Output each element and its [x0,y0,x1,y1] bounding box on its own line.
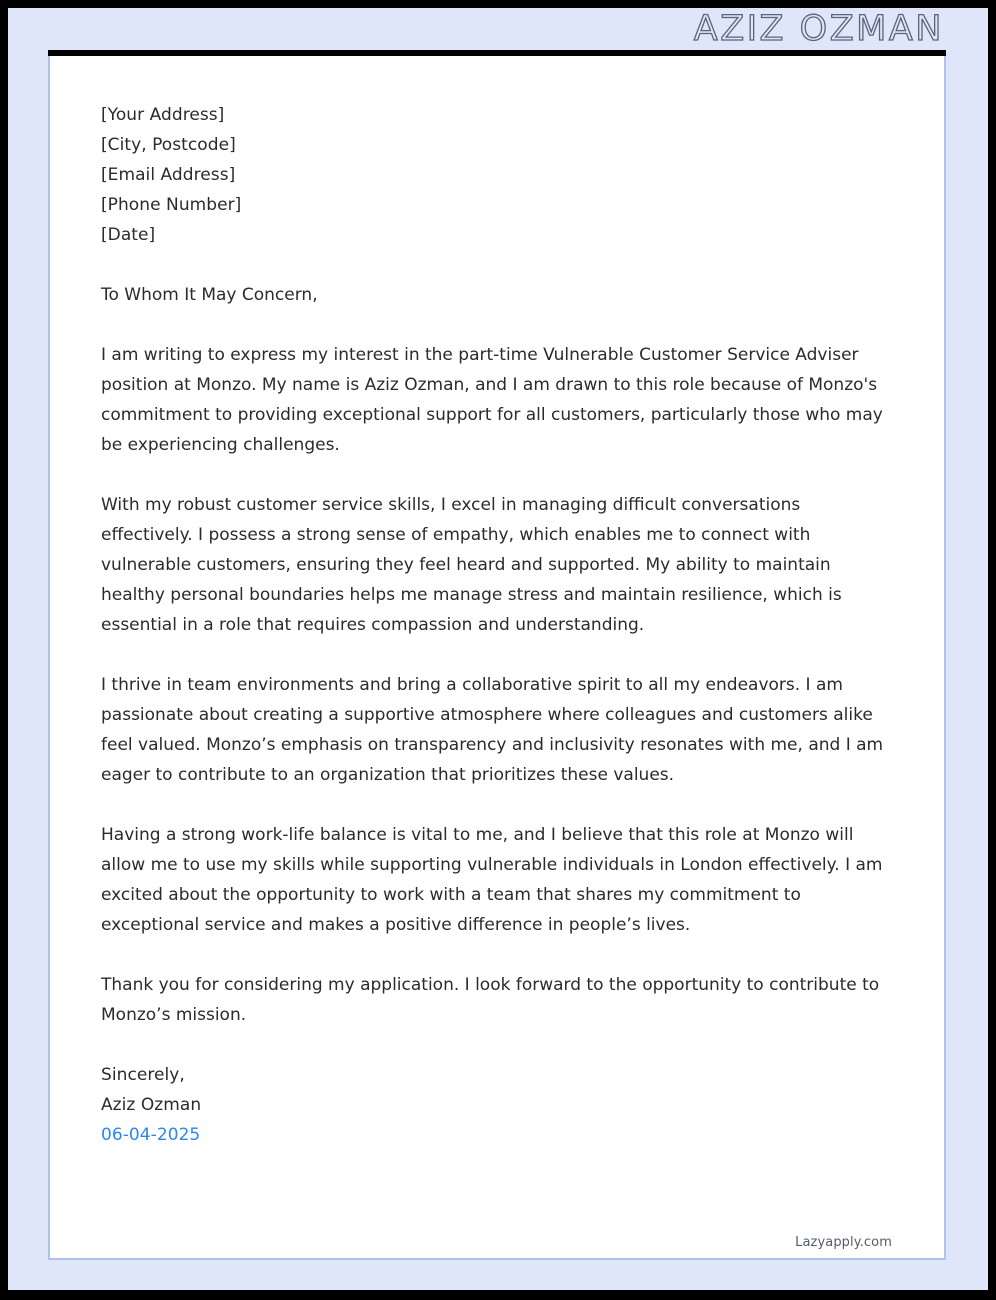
body-paragraph-3: I thrive in team environments and bring a collaborative spirit to all my endeavors. I am passionate about creating a supportive atmosphere where colleagues and customers alike feel valued. Monzo’s emphasis on transparency and inclusivity resonates with me, and I am eager to contribute to an organization that prioritizes these values. [101,675,884,785]
salutation: To Whom It May Concern, [101,285,318,305]
closing-block [101,1060,892,1150]
body-paragraph-2: With my robust customer service skills, I excel in managing difficult conversations effectively. I possess a strong sense of empathy, which enables me to connect with vulnerable customers, ensuring they feel heard and supported. My ability to maintain healthy personal boundaries helps me manage stress and maintain resilience, which is essential in a role that requires compassion and understanding. [101,495,842,635]
spacer [101,940,892,970]
letter-header [8,8,988,50]
sender-city-line: [City, Postcode] [101,135,236,155]
spacer [101,250,892,280]
valediction: Sincerely, [101,1065,185,1085]
sender-date-line: [Date] [101,225,156,245]
spacer [101,310,892,340]
sender-address-block [101,100,892,250]
page-background [8,8,988,1290]
letter-card [48,56,946,1260]
sender-email-line: [Email Address] [101,165,236,185]
spacer [101,1030,892,1060]
applicant-name-title: AZIZ OZMAN [693,8,944,49]
sender-address-line: [Your Address] [101,105,225,125]
signature-name: Aziz Ozman [101,1095,202,1115]
letter-date: 06-04-2025 [101,1125,201,1145]
spacer [101,640,892,670]
spacer [101,460,892,490]
body-paragraph-5: Thank you for considering my application. I look forward to the opportunity to contribute to Monzo’s mission. [101,975,880,1025]
footer-brand: Lazyapply.com [795,1235,892,1250]
body-paragraph-1: I am writing to express my interest in the part-time Vulnerable Customer Service Adviser position at Monzo. My name is Aziz Ozman, and I am drawn to this role because of Monzo's commitment to providing exceptional support for all customers, particularly those who may be experiencing challenges. [101,345,883,455]
spacer [101,790,892,820]
sender-phone-line: [Phone Number] [101,195,242,215]
body-paragraph-4: Having a strong work-life balance is vital to me, and I believe that this role at Monzo will allow me to use my skills while supporting vulnerable individuals in London effectively. I am excited about the opportunity to work with a team that shares my commitment to exceptional service and makes a positive difference in people’s lives. [101,825,883,935]
